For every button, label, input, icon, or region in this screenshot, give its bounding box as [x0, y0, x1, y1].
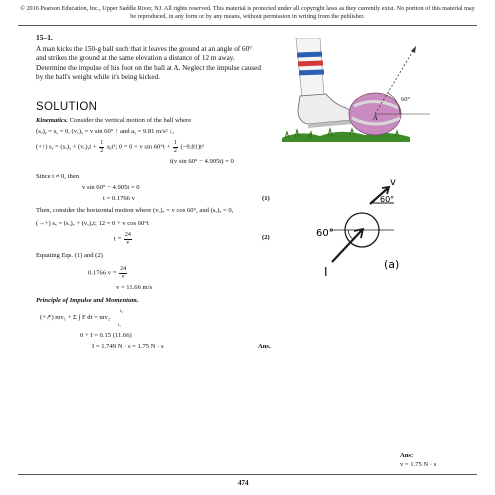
angle-label: 60° [401, 96, 411, 103]
eq-vert-1-suffix: (−9.81)t² [180, 143, 204, 151]
hand-part-label: (a) [384, 258, 400, 271]
answer-tag: Ans. [258, 343, 271, 350]
eq-vert-1-mid: aᵧt²; 0 = 0 + v sin 60°t + [106, 143, 171, 151]
horizontal-text: Then, consider the horizontal motion where (vₒ)ₓ = v cos 60°, and (sₒ)ₓ = 0, [36, 207, 234, 214]
answer-box-label: Ans: [400, 452, 414, 459]
since-text: Since t ≠ 0, then [36, 173, 79, 180]
problem-figure [280, 38, 435, 148]
vertical-equation-2: t(v sin 60° − 4.905t) = 0 [170, 158, 234, 165]
half-num-2: 1 [173, 140, 177, 146]
kinematics-line [36, 117, 191, 125]
t-num: 24 [124, 232, 131, 238]
half-fraction [99, 140, 104, 154]
solution-heading: SOLUTION [36, 101, 98, 113]
t-den: v [126, 239, 130, 246]
impulse-title: Principle of Impulse and Momentum. [36, 297, 139, 304]
t-equation [114, 232, 133, 246]
horizontal-equation-1: (→+) sₓ = (sₒ)ₓ + (vₒ)ₓt; 12 = 0 + v cos 60°t [36, 220, 149, 227]
equation-tag-1: (1) [262, 195, 270, 202]
v-num: 24 [120, 266, 127, 272]
v-fraction [119, 266, 127, 280]
half-fraction-2 [173, 140, 178, 154]
header-rule [18, 25, 477, 26]
problem-statement: A man kicks the 150-g ball such that it leaves the ground at an angle of 60° and strikes the ground at the same elevation a distance of 12 m away. Determine the impulse of his foot on the ball at A. Neglect the impulse caused by the ball's weight while it's being kicked. [36, 45, 261, 82]
v-result: v = 11.66 m/s [116, 284, 153, 291]
kinematics-text: Consider the vertical motion of the ball where [69, 117, 192, 124]
impulse-equation-1: (+↗) mv₁ + Σ ∫ F dt = mv₂ [40, 314, 111, 321]
v-eq-prefix: 0.1766 v = [88, 269, 117, 277]
impulse-equation-3: I = 1.749 N · s = 1.75 N · s [92, 343, 164, 350]
vertical-equation-4: t = 0.1766 v [103, 195, 135, 202]
impulse-equation-2: 0 + I = 0.15 (11.66) [80, 332, 132, 339]
page-number: 474 [238, 479, 249, 487]
half-num: 1 [100, 140, 104, 146]
hand-impulse-label: I [324, 265, 328, 279]
integral-lower-limit: t₁ [118, 322, 121, 327]
point-a-label: A [373, 114, 378, 122]
hand-angle-label-2: 60° [316, 228, 334, 239]
vertical-givens: (sₒ)ᵧ = sᵧ = 0, (vₒ)ᵧ = v sin 60° ↑ and aᵧ = 9.81 m/s² ↓, [36, 128, 175, 135]
hand-angle-label: 60° [380, 195, 395, 204]
kinematics-title: Kinematics. [36, 117, 69, 124]
v-equation [88, 266, 128, 280]
velocity-arrowhead [411, 46, 416, 53]
t-eq-label: t = [114, 235, 122, 243]
handwritten-diagram [296, 176, 456, 286]
equation-tag-2: (2) [262, 234, 270, 241]
problem-number: 15–1. [36, 33, 53, 42]
shoe [298, 94, 352, 128]
answer-box-value: v = 1.75 N · s [400, 461, 437, 468]
integral-upper-limit: t₂ [120, 308, 123, 313]
eq-vert-1-prefix: (+↑) sᵧ = (sₒ)ᵧ + (vₒ)ᵧt + [36, 143, 97, 151]
hand-v-label: v [390, 177, 396, 188]
half-den: 2 [100, 147, 104, 154]
v-den: v [121, 273, 125, 280]
half-den-2: 2 [173, 147, 177, 154]
leg-sock [296, 38, 324, 98]
equating-text: Equating Eqs. (1) and (2) [36, 252, 103, 259]
vertical-equation-1 [36, 140, 204, 154]
footer-rule [18, 474, 477, 475]
t-fraction [124, 232, 132, 246]
copyright-notice: © 2016 Pearson Education, Inc., Upper Saddle River, NJ. All rights reserved. This material is protected under all copyright laws as they currently exist. No portion of this material may be reproduced, in any form or by any means, without permission in writing from the publisher. [20, 5, 475, 20]
vertical-equation-3: v sin 60° − 4.905t = 0 [82, 184, 140, 191]
